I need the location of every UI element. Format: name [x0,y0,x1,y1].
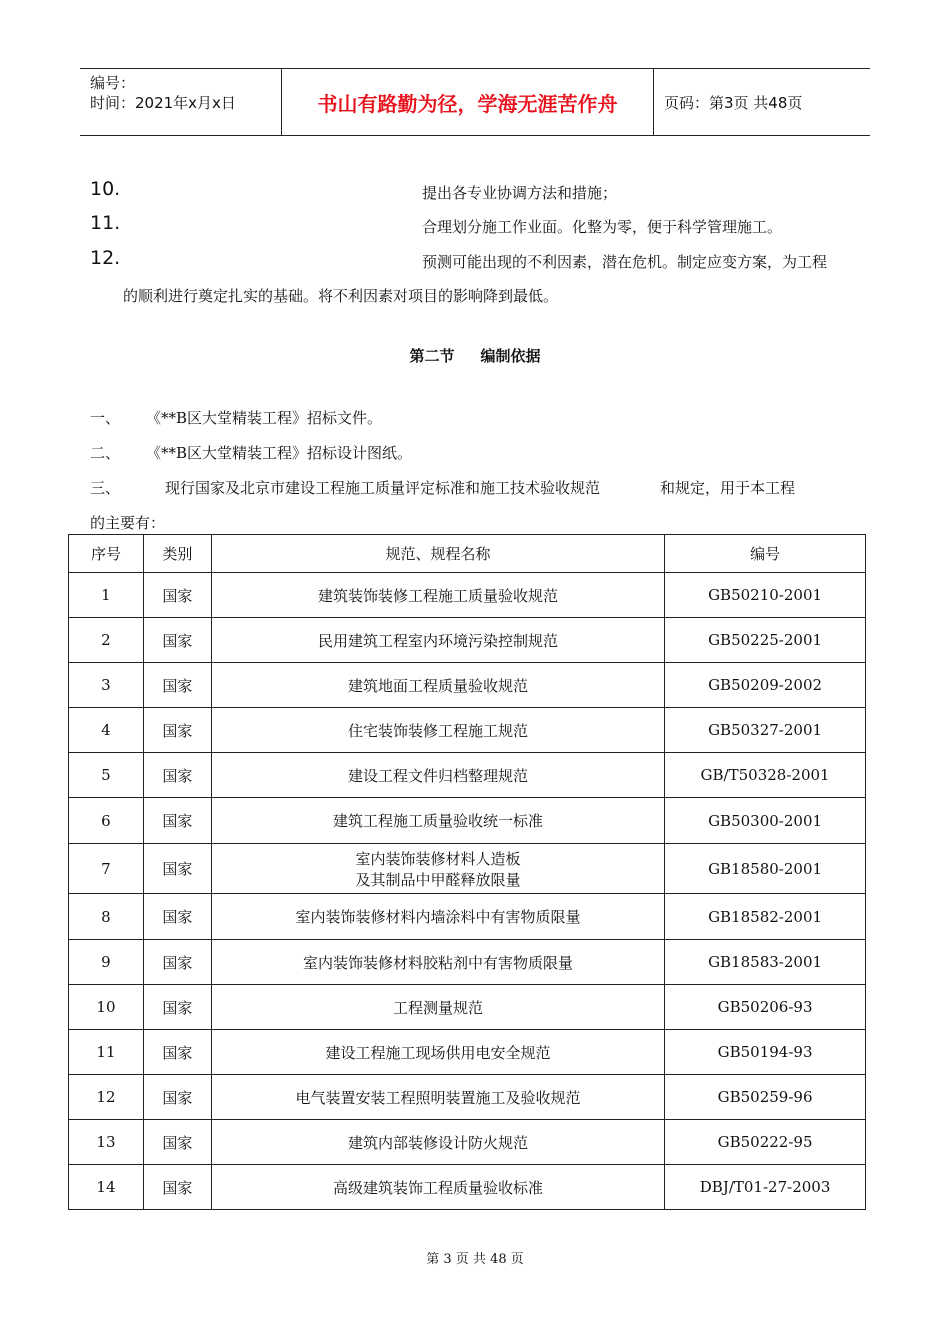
table-row [69,798,866,844]
section-title: 编制依据 [480,347,541,365]
basis-label: 三、 [90,479,121,497]
cell-index: 6 [69,798,144,844]
table-row [69,1165,866,1210]
table-row [69,985,866,1030]
basis-text: 《**B区大堂精装工程》招标文件。 [146,409,383,427]
cell-name: 建筑地面工程质量验收规范 [211,663,664,708]
item-continuation: 的顺利进行奠定扎实的基础。将不利因素对项目的影响降到最低。 [123,287,559,305]
cell-category: 国家 [143,1120,211,1165]
document-time: 时间：2021年x月x日 [90,94,236,112]
cell-code: GB50222-95 [665,1120,866,1165]
document-number-label: 编号： [90,74,136,92]
basis-continuation: 的主要有： [90,514,166,532]
cell-index: 11 [69,1030,144,1075]
table-row [69,1075,866,1120]
cell-index: 12 [69,1075,144,1120]
cell-code: GB50209-2002 [665,663,866,708]
table-row [69,844,866,894]
col-header-name: 规范、规程名称 [211,535,664,573]
cell-category: 国家 [143,618,211,663]
cell-code: GB50225-2001 [665,618,866,663]
cell-category: 国家 [143,798,211,844]
col-header-category: 类别 [143,535,211,573]
table-row [69,1120,866,1165]
cell-name [211,844,664,894]
cell-index: 9 [69,940,144,985]
cell-index: 1 [69,573,144,618]
cell-category: 国家 [143,985,211,1030]
cell-category: 国家 [143,753,211,798]
basis-label: 一、 [90,409,121,427]
numbered-item [90,178,860,206]
cell-category: 国家 [143,573,211,618]
cell-code: GB50194-93 [665,1030,866,1075]
item-number: 11. [90,212,121,234]
item-number: 10. [90,178,121,200]
section-heading [0,345,950,366]
section-number: 第二节 [409,347,455,365]
cell-code: GB18580-2001 [665,844,866,894]
cell-name: 室内装饰装修材料内墙涂料中有害物质限量 [211,894,664,940]
cell-index: 7 [69,844,144,894]
cell-index: 2 [69,618,144,663]
cell-code: GB18582-2001 [665,894,866,940]
cell-category: 国家 [143,894,211,940]
cell-name-line: 室内装饰装修材料人造板 [355,849,521,868]
basis-text: 现行国家及北京市建设工程施工质量评定标准和施工技术验收规范 和规定，用于本工程 [165,479,796,497]
cell-code: GB50210-2001 [665,573,866,618]
cell-code: GB50259-96 [665,1075,866,1120]
cell-category: 国家 [143,663,211,708]
basis-text: 《**B区大堂精装工程》招标设计图纸。 [146,444,413,462]
numbered-item [90,212,860,240]
table-row [69,753,866,798]
table-row [69,663,866,708]
item-text: 合理划分施工作业面。化整为零，便于科学管理施工。 [422,218,783,236]
col-header-index: 序号 [69,535,144,573]
table-row [69,940,866,985]
table-row [69,708,866,753]
page-header [80,68,870,136]
standards-table [68,534,866,1210]
col-header-code: 编号 [665,535,866,573]
cell-name: 室内装饰装修材料胶粘剂中有害物质限量 [211,940,664,985]
cell-code: GB50327-2001 [665,708,866,753]
cell-name: 工程测量规范 [211,985,664,1030]
cell-category: 国家 [143,1165,211,1210]
table-row [69,1030,866,1075]
cell-name: 建设工程施工现场供用电安全规范 [211,1030,664,1075]
cell-name: 民用建筑工程室内环境污染控制规范 [211,618,664,663]
page-footer: 第 3 页 共 48 页 [426,1252,524,1267]
header-motto: 书山有路勤为径，学海无涯苦作舟 [282,69,654,135]
cell-name: 建筑装饰装修工程施工质量验收规范 [211,573,664,618]
cell-name: 高级建筑装饰工程质量验收标准 [211,1165,664,1210]
cell-code: DBJ/T01-27-2003 [665,1165,866,1210]
table-row [69,894,866,940]
cell-index: 14 [69,1165,144,1210]
cell-name: 住宅装饰装修工程施工规范 [211,708,664,753]
cell-index: 8 [69,894,144,940]
item-text: 提出各专业协调方法和措施； [422,184,618,202]
item-text: 预测可能出现的不利因素，潜在危机。制定应变方案，为工程 [422,253,828,271]
header-page-info: 页码：第3页 共48页 [664,93,803,112]
cell-category: 国家 [143,1075,211,1120]
cell-category: 国家 [143,940,211,985]
cell-category: 国家 [143,708,211,753]
table-row [69,573,866,618]
cell-name: 建筑内部装修设计防火规范 [211,1120,664,1165]
item-number: 12. [90,247,121,269]
cell-code: GB50206-93 [665,985,866,1030]
cell-name: 电气装置安装工程照明装置施工及验收规范 [211,1075,664,1120]
cell-code: GB18583-2001 [665,940,866,985]
cell-code: GB50300-2001 [665,798,866,844]
cell-name: 建筑工程施工质量验收统一标准 [211,798,664,844]
cell-index: 13 [69,1120,144,1165]
cell-name: 建设工程文件归档整理规范 [211,753,664,798]
basis-label: 二、 [90,444,121,462]
numbered-item [90,247,860,275]
cell-name-line: 及其制品中甲醛释放限量 [355,870,521,889]
header-meta [80,69,282,135]
cell-index: 10 [69,985,144,1030]
table-row [69,618,866,663]
table-header-row [69,535,866,573]
cell-index: 5 [69,753,144,798]
cell-index: 3 [69,663,144,708]
cell-code: GB/T50328-2001 [665,753,866,798]
cell-index: 4 [69,708,144,753]
cell-category: 国家 [143,844,211,894]
cell-category: 国家 [143,1030,211,1075]
